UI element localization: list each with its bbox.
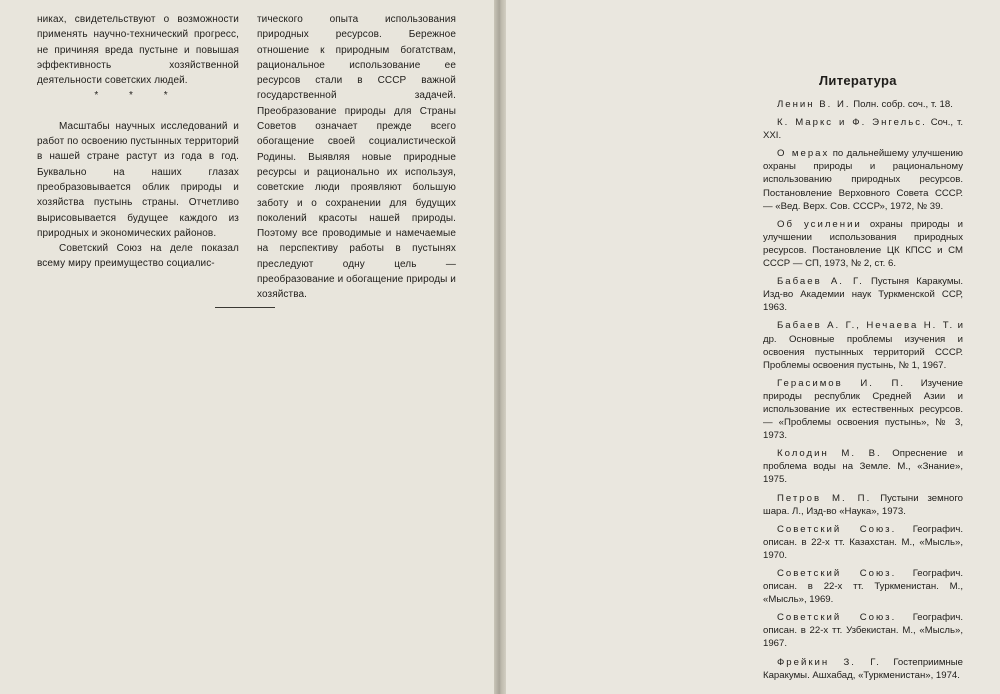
paragraph: Масштабы научных исследований и работ по освоению пустынных территорий в нашей стране растут из года в год. Буквально на наших глазах преобразовывается облик природы и хозяйства пустынь страны. Отчетливо вырисовывается будущее каждого из природных и экономических районов.: [37, 120, 239, 239]
reference-text: Географич. описан. в 22-х тт. Туркменистан. М., «Мысль», 1969.: [763, 568, 963, 606]
reference-item: [763, 218, 963, 270]
reference-author: О мерах: [777, 148, 830, 160]
reference-text: Изучение природы республик Средней Азии и использование их естественных ресурсов. — «Проблемы освоения пустынь», № 3, 1973.: [763, 377, 963, 442]
bibliography-list: [763, 98, 963, 687]
reference-item: [763, 656, 963, 682]
reference-item: [763, 567, 963, 606]
reference-text: по дальнейшему улучшению охраны природы и рациональному использованию природных ресурсов. Постановление Верховного Совета СССР. — «Вед. Верх. Сов. СССР», 1972, № 39.: [763, 148, 963, 212]
reference-item: [763, 319, 963, 371]
reference-text: охраны природы и улучшении использования природных ресурсов. Постановление ЦК КПСС и СМ СССР — СП, 1973, № 2, ст. 6.: [763, 218, 964, 270]
text-column-2: [257, 12, 456, 303]
reference-author: Бабаев А. Г., Нечаева Н. Т.: [777, 320, 955, 332]
reference-author: Петров М. П.: [777, 492, 872, 504]
reference-text: Опреснение и проблема воды на Земле. М., «Знание», 1975.: [763, 448, 963, 486]
reference-text: Гостеприимные Каракумы. Ашхабад, «Туркменистан», 1974.: [763, 656, 963, 681]
bibliography-heading: Литература: [819, 73, 897, 88]
text-column-1: [37, 12, 239, 272]
reference-text: Пустыня Каракумы. Изд-во Академии наук Туркменской ССР, 1963.: [763, 276, 964, 314]
reference-item: [763, 98, 963, 111]
reference-author: Колодин М. В.: [777, 448, 882, 460]
paragraph: тического опыта использования природных ресурсов. Бережное отношение к природным богатствам, рациональное использование ее ресурсов стали в СССР важной государственной задачей. Преобразование природы для Страны Советов означает прежде всего обогащение своей социалистической Родины. Выявляя новые природные ресурсы и рационально их используя, советские люди проявляют большую заботу и о сохранении для будущих поколений красоты нашей природы. Поэтому все проводимые и намечаемые на перспективу работы в пустынях преследуют одну цель — преобразование и обогащение природы и хозяйства.: [257, 14, 456, 301]
paragraph: Советский Союз на деле показал всему миру преимущество социалис-: [37, 243, 239, 270]
reference-item: [763, 447, 963, 486]
end-rule-divider: [215, 307, 275, 308]
reference-text: и др. Основные проблемы изучения и освоения пустынных территорий СССР. Проблемы освоения пустынь, № 1, 1967.: [763, 320, 964, 371]
reference-author: Советский Союз.: [777, 568, 897, 579]
reference-item: [763, 523, 963, 562]
book-spine-gutter: [494, 0, 506, 694]
reference-author: К. Маркс и Ф. Энгельс.: [777, 117, 927, 129]
paragraph: никах, свидетельствуют о возможности применять научно-технический прогресс, не причиняя вреда пустыне и повышая эффективность хозяйственной деятельности советских людей.: [37, 14, 239, 87]
reference-author: Советский Союз.: [777, 523, 897, 535]
reference-text: Соч., т. XXI.: [763, 117, 963, 142]
reference-author: Фрейкин З. Г.: [777, 656, 881, 668]
section-separator-stars: * * *: [94, 90, 182, 102]
reference-author: Бабаев А. Г.: [777, 276, 864, 288]
reference-item: [763, 377, 963, 442]
reference-author: Об усилении: [777, 218, 862, 230]
reference-author: Советский Союз.: [777, 612, 897, 624]
reference-author: Ленин В. И.: [777, 99, 851, 110]
reference-text: Географич. описан. в 22-х тт. Казахстан. М., «Мысль», 1970.: [763, 523, 963, 561]
reference-text: Географич. описан. в 22-х тт. Узбекистан. М., «Мысль», 1967.: [763, 612, 963, 650]
reference-item: [763, 611, 963, 650]
reference-item: [763, 275, 963, 314]
reference-text: Полн. собр. соч., т. 18.: [853, 99, 953, 110]
reference-author: Герасимов И. П.: [777, 377, 906, 389]
reference-item: [763, 116, 963, 142]
reference-item: [763, 492, 963, 518]
reference-text: Пустыни земного шара. Л., Изд-во «Наука», 1973.: [763, 492, 963, 517]
left-page: [0, 0, 494, 694]
reference-item: [763, 147, 963, 212]
